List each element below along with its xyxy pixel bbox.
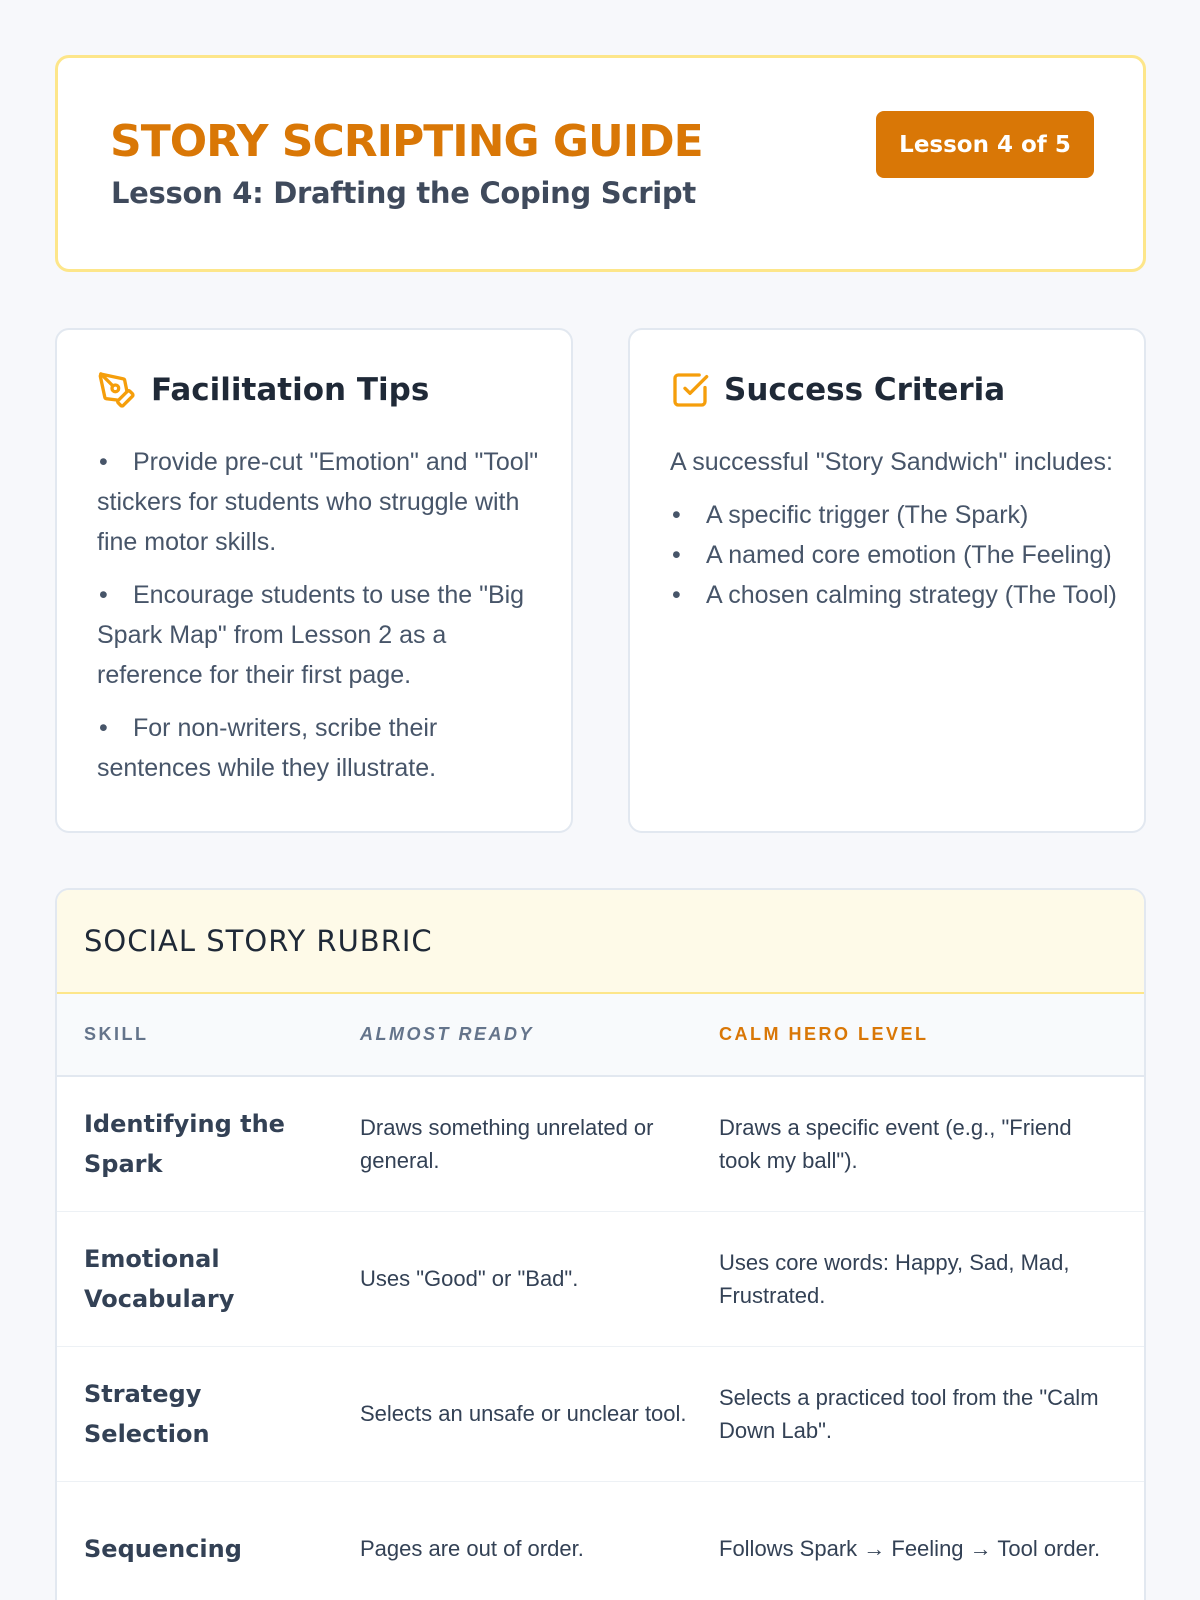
rubric-table bbox=[57, 994, 1144, 1600]
skill-cell: Emotional Vocabulary bbox=[57, 1211, 360, 1346]
calm-hero-cell: Selects a practiced tool from the "Calm Down Lab". bbox=[719, 1346, 1144, 1481]
skill-cell: Identifying the Spark bbox=[57, 1076, 360, 1211]
pen-tool-icon bbox=[97, 370, 137, 410]
check-square-icon bbox=[670, 370, 710, 410]
success-criteria-body bbox=[670, 442, 1120, 615]
calm-hero-cell: Follows Spark → Feeling → Tool order. bbox=[719, 1481, 1144, 1600]
tip-item: • For non-writers, scribe their sentences while they illustrate. bbox=[97, 714, 438, 782]
criteria-item: • A chosen calming strategy (The Tool) bbox=[672, 581, 1117, 609]
success-criteria-title: Success Criteria bbox=[724, 372, 1006, 408]
success-criteria-card bbox=[628, 328, 1146, 833]
table-row bbox=[57, 1076, 1144, 1211]
page-title: STORY SCRIPTING GUIDE bbox=[110, 116, 703, 167]
skill-cell: Strategy Selection bbox=[57, 1346, 360, 1481]
tip-item: • Encourage students to use the "Big Spark Map" from Lesson 2 as a reference for their first page. bbox=[97, 581, 525, 689]
rubric-title-bar bbox=[57, 890, 1144, 994]
facilitation-tips-card bbox=[55, 328, 573, 833]
almost-ready-cell: Draws something unrelated or general. bbox=[360, 1076, 719, 1211]
rubric-card bbox=[55, 888, 1146, 1600]
table-row bbox=[57, 1481, 1144, 1600]
rubric-header-row bbox=[57, 994, 1144, 1076]
facilitation-tips-title: Facilitation Tips bbox=[151, 372, 430, 408]
criteria-intro: A successful "Story Sandwich" includes: bbox=[670, 448, 1113, 476]
lesson-badge: Lesson 4 of 5 bbox=[876, 111, 1094, 178]
column-header-skill: SKILL bbox=[57, 994, 360, 1076]
criteria-item: • A specific trigger (The Spark) bbox=[672, 501, 1029, 529]
calm-hero-cell: Draws a specific event (e.g., "Friend took my ball"). bbox=[719, 1076, 1144, 1211]
column-header-almost-ready: ALMOST READY bbox=[360, 994, 719, 1076]
page-subtitle: Lesson 4: Drafting the Coping Script bbox=[111, 176, 696, 210]
skill-cell: Sequencing bbox=[57, 1481, 360, 1600]
table-row bbox=[57, 1346, 1144, 1481]
rubric-title: SOCIAL STORY RUBRIC bbox=[84, 924, 433, 958]
column-header-calm-hero: CALM HERO LEVEL bbox=[719, 994, 1144, 1076]
facilitation-tips-list bbox=[97, 442, 547, 801]
success-criteria-header bbox=[670, 370, 1005, 410]
almost-ready-cell: Selects an unsafe or unclear tool. bbox=[360, 1346, 719, 1481]
calm-hero-cell: Uses core words: Happy, Sad, Mad, Frustrated. bbox=[719, 1211, 1144, 1346]
almost-ready-cell: Uses "Good" or "Bad". bbox=[360, 1211, 719, 1346]
facilitation-tips-header bbox=[97, 370, 429, 410]
tip-item: • Provide pre-cut "Emotion" and "Tool" stickers for students who struggle with fine motor skills. bbox=[97, 448, 539, 556]
criteria-item: • A named core emotion (The Feeling) bbox=[672, 541, 1112, 569]
almost-ready-cell: Pages are out of order. bbox=[360, 1481, 719, 1600]
table-row bbox=[57, 1211, 1144, 1346]
header-card bbox=[55, 55, 1146, 272]
